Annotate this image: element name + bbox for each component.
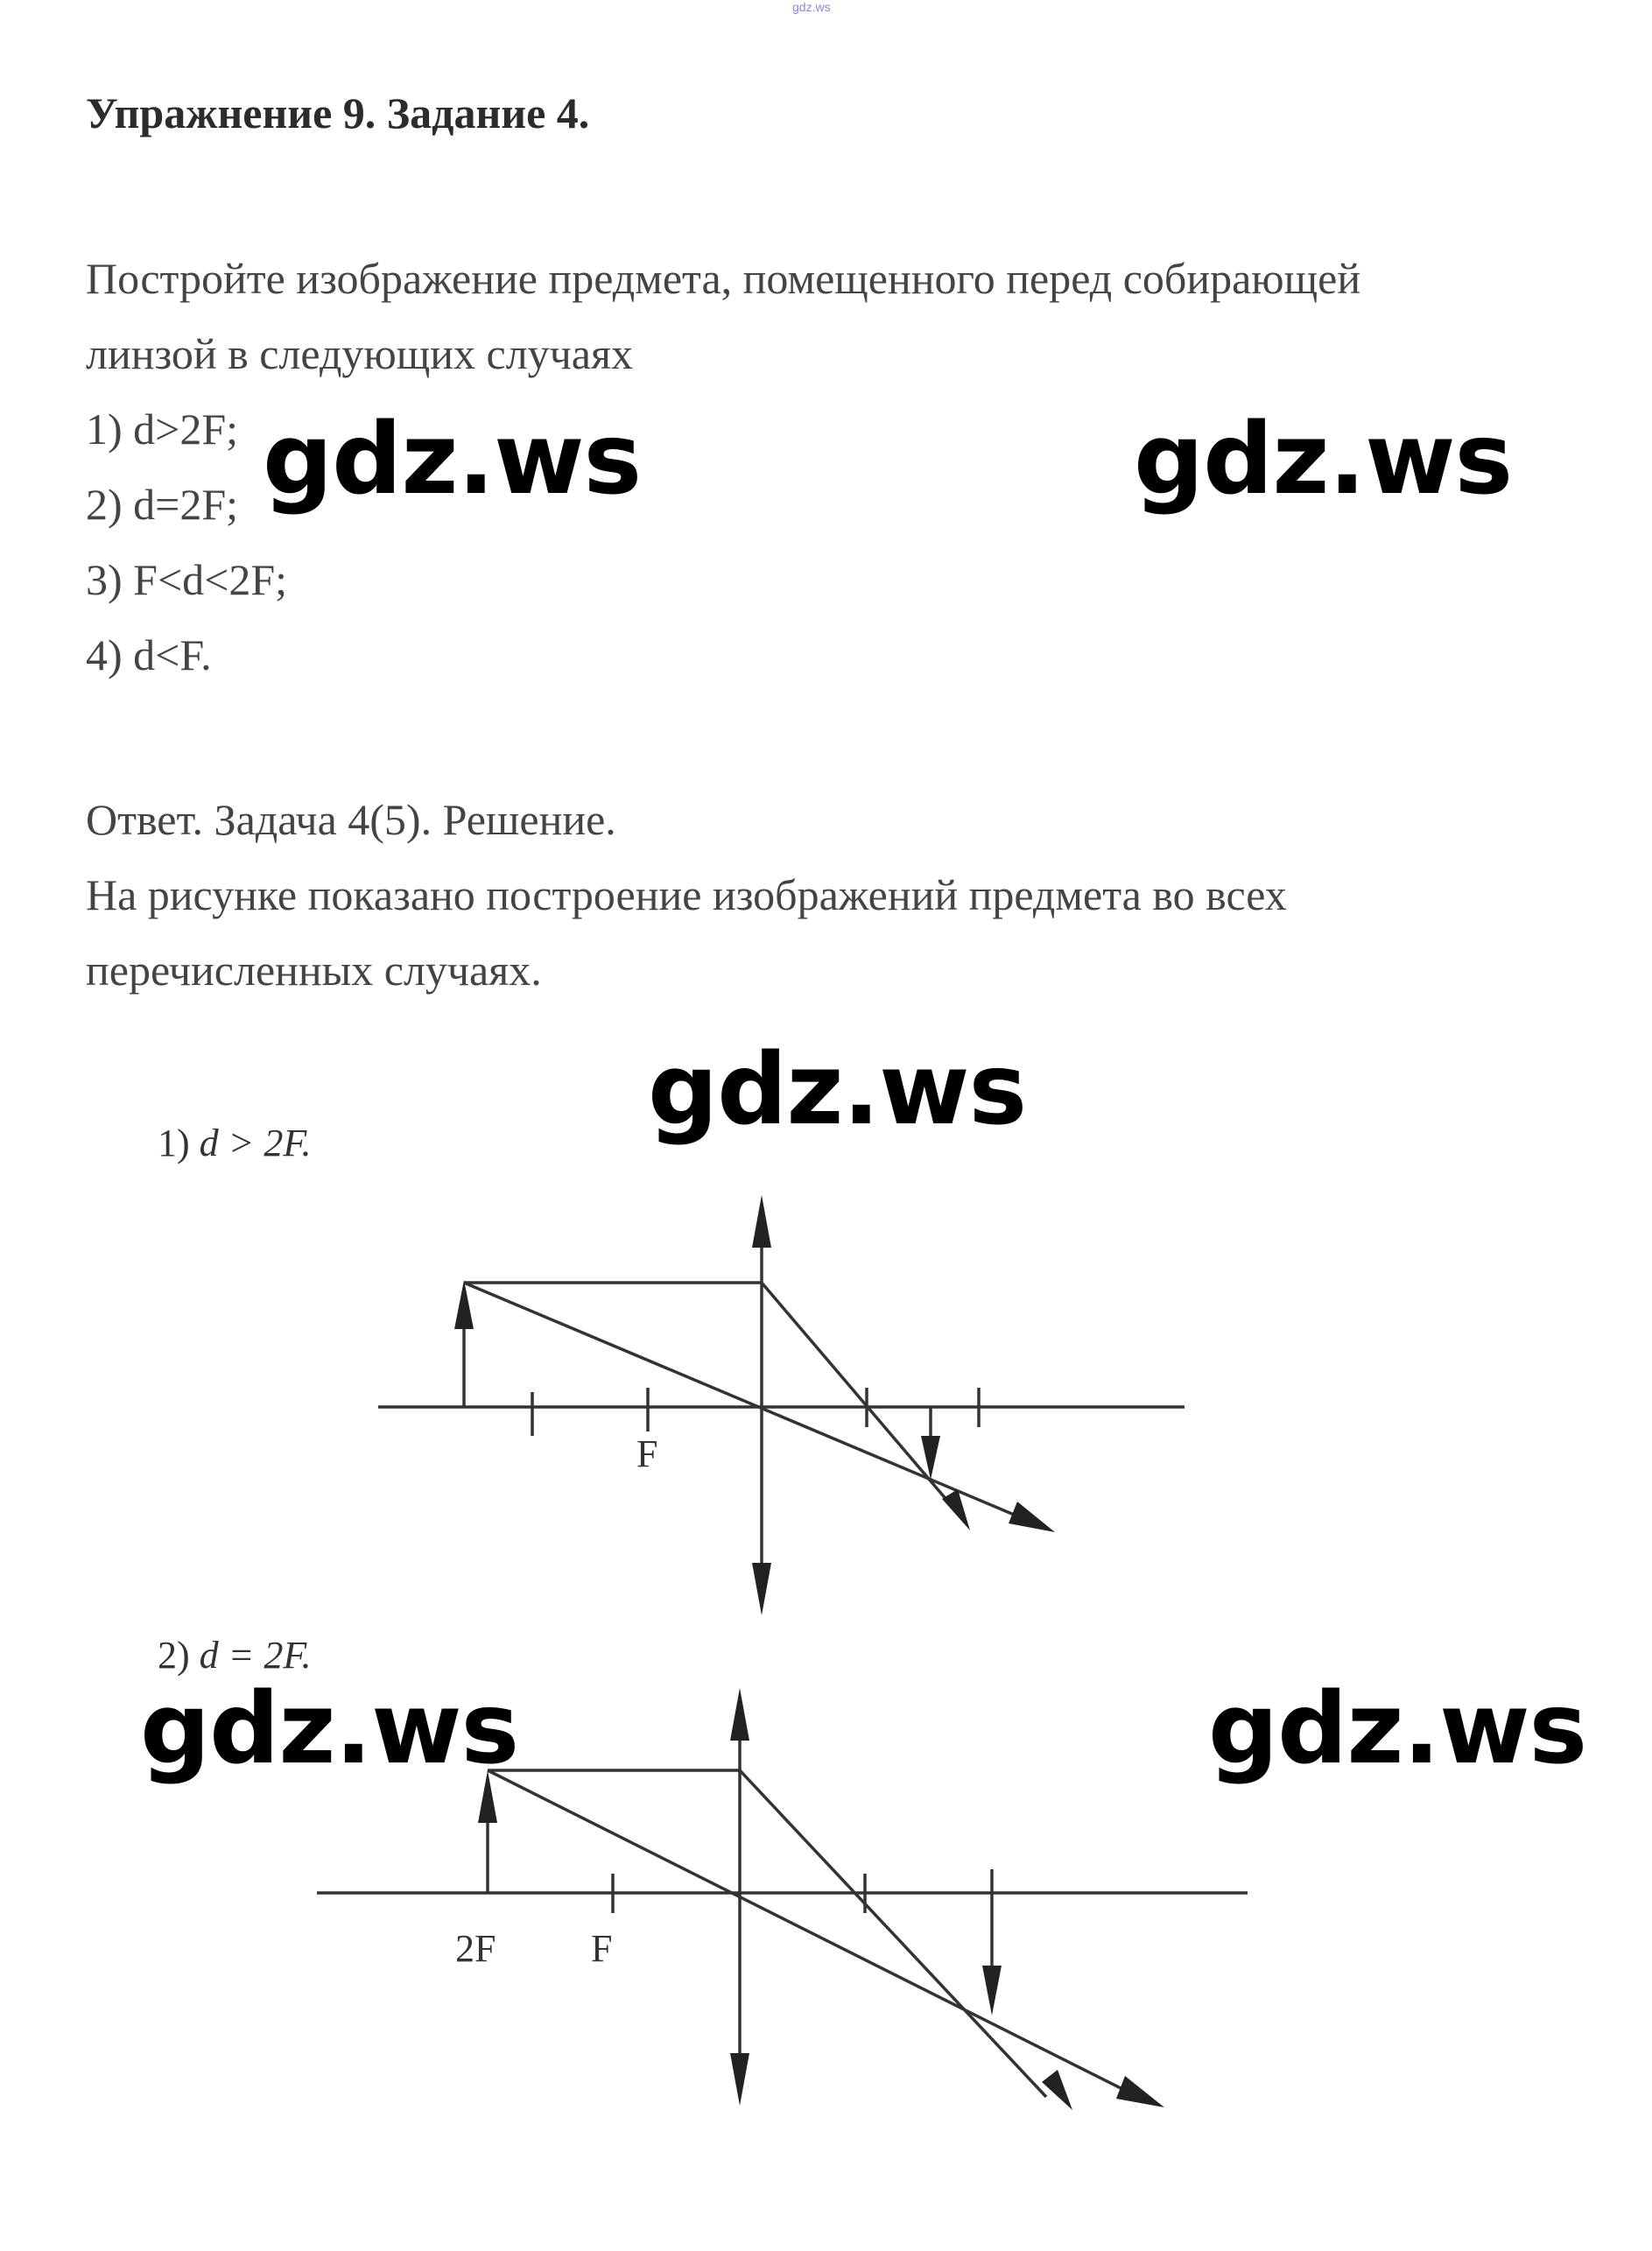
task-text-line-1: Постройте изображение предмета, помещенного перед собирающей [86, 254, 1361, 303]
watermark: gdz.ws [1208, 1672, 1587, 1786]
answer-line-1: На рисунке показано построение изображений предмета во всех [86, 870, 1287, 919]
ray-center-2 [488, 1770, 1138, 2097]
page-title: Упражнение 9. Задание 4. [86, 88, 590, 137]
site-mark: gdz.ws [792, 0, 831, 14]
watermark: gdz.ws [1134, 403, 1513, 517]
answer-line-2: перечисленных случаях. [86, 946, 542, 995]
watermark: gdz.ws [263, 403, 642, 517]
task-case-3: 3) F<d<2F; [86, 555, 288, 604]
object-arrowhead [454, 1280, 474, 1329]
watermark: gdz.ws [140, 1672, 519, 1786]
lens-arrowhead-top-2 [730, 1688, 749, 1741]
ray-refracted [762, 1283, 963, 1519]
lens-arrowhead-bottom-2 [730, 2053, 749, 2106]
axis-label-f: F [636, 1432, 658, 1475]
watermark: gdz.ws [648, 1033, 1027, 1147]
lens-arrowhead-top [752, 1195, 771, 1248]
ray-refracted-arrowhead-2 [1042, 2070, 1072, 2110]
ray-refracted-2 [740, 1770, 1046, 2097]
ray-center [464, 1283, 1024, 1519]
axis-label-f-2: F [591, 1927, 613, 1970]
ray-center-arrowhead-2 [1116, 2076, 1164, 2107]
figure-1-label: 1) d > 2F. [158, 1122, 312, 1164]
lens-arrowhead-bottom [752, 1563, 771, 1615]
task-case-2: 2) d=2F; [86, 480, 239, 529]
figure-2-label: 2) d = 2F. [158, 1634, 312, 1677]
axis-label-2f: 2F [455, 1927, 496, 1970]
image-arrowhead-2 [982, 1966, 1002, 2015]
ray-center-arrowhead [1009, 1502, 1055, 1532]
task-text-line-2: линзой в следующих случаях [86, 329, 633, 378]
task-case-1: 1) d>2F; [86, 404, 239, 454]
answer-heading: Ответ. Задача 4(5). Решение. [86, 795, 616, 844]
task-case-4: 4) d<F. [86, 630, 212, 679]
